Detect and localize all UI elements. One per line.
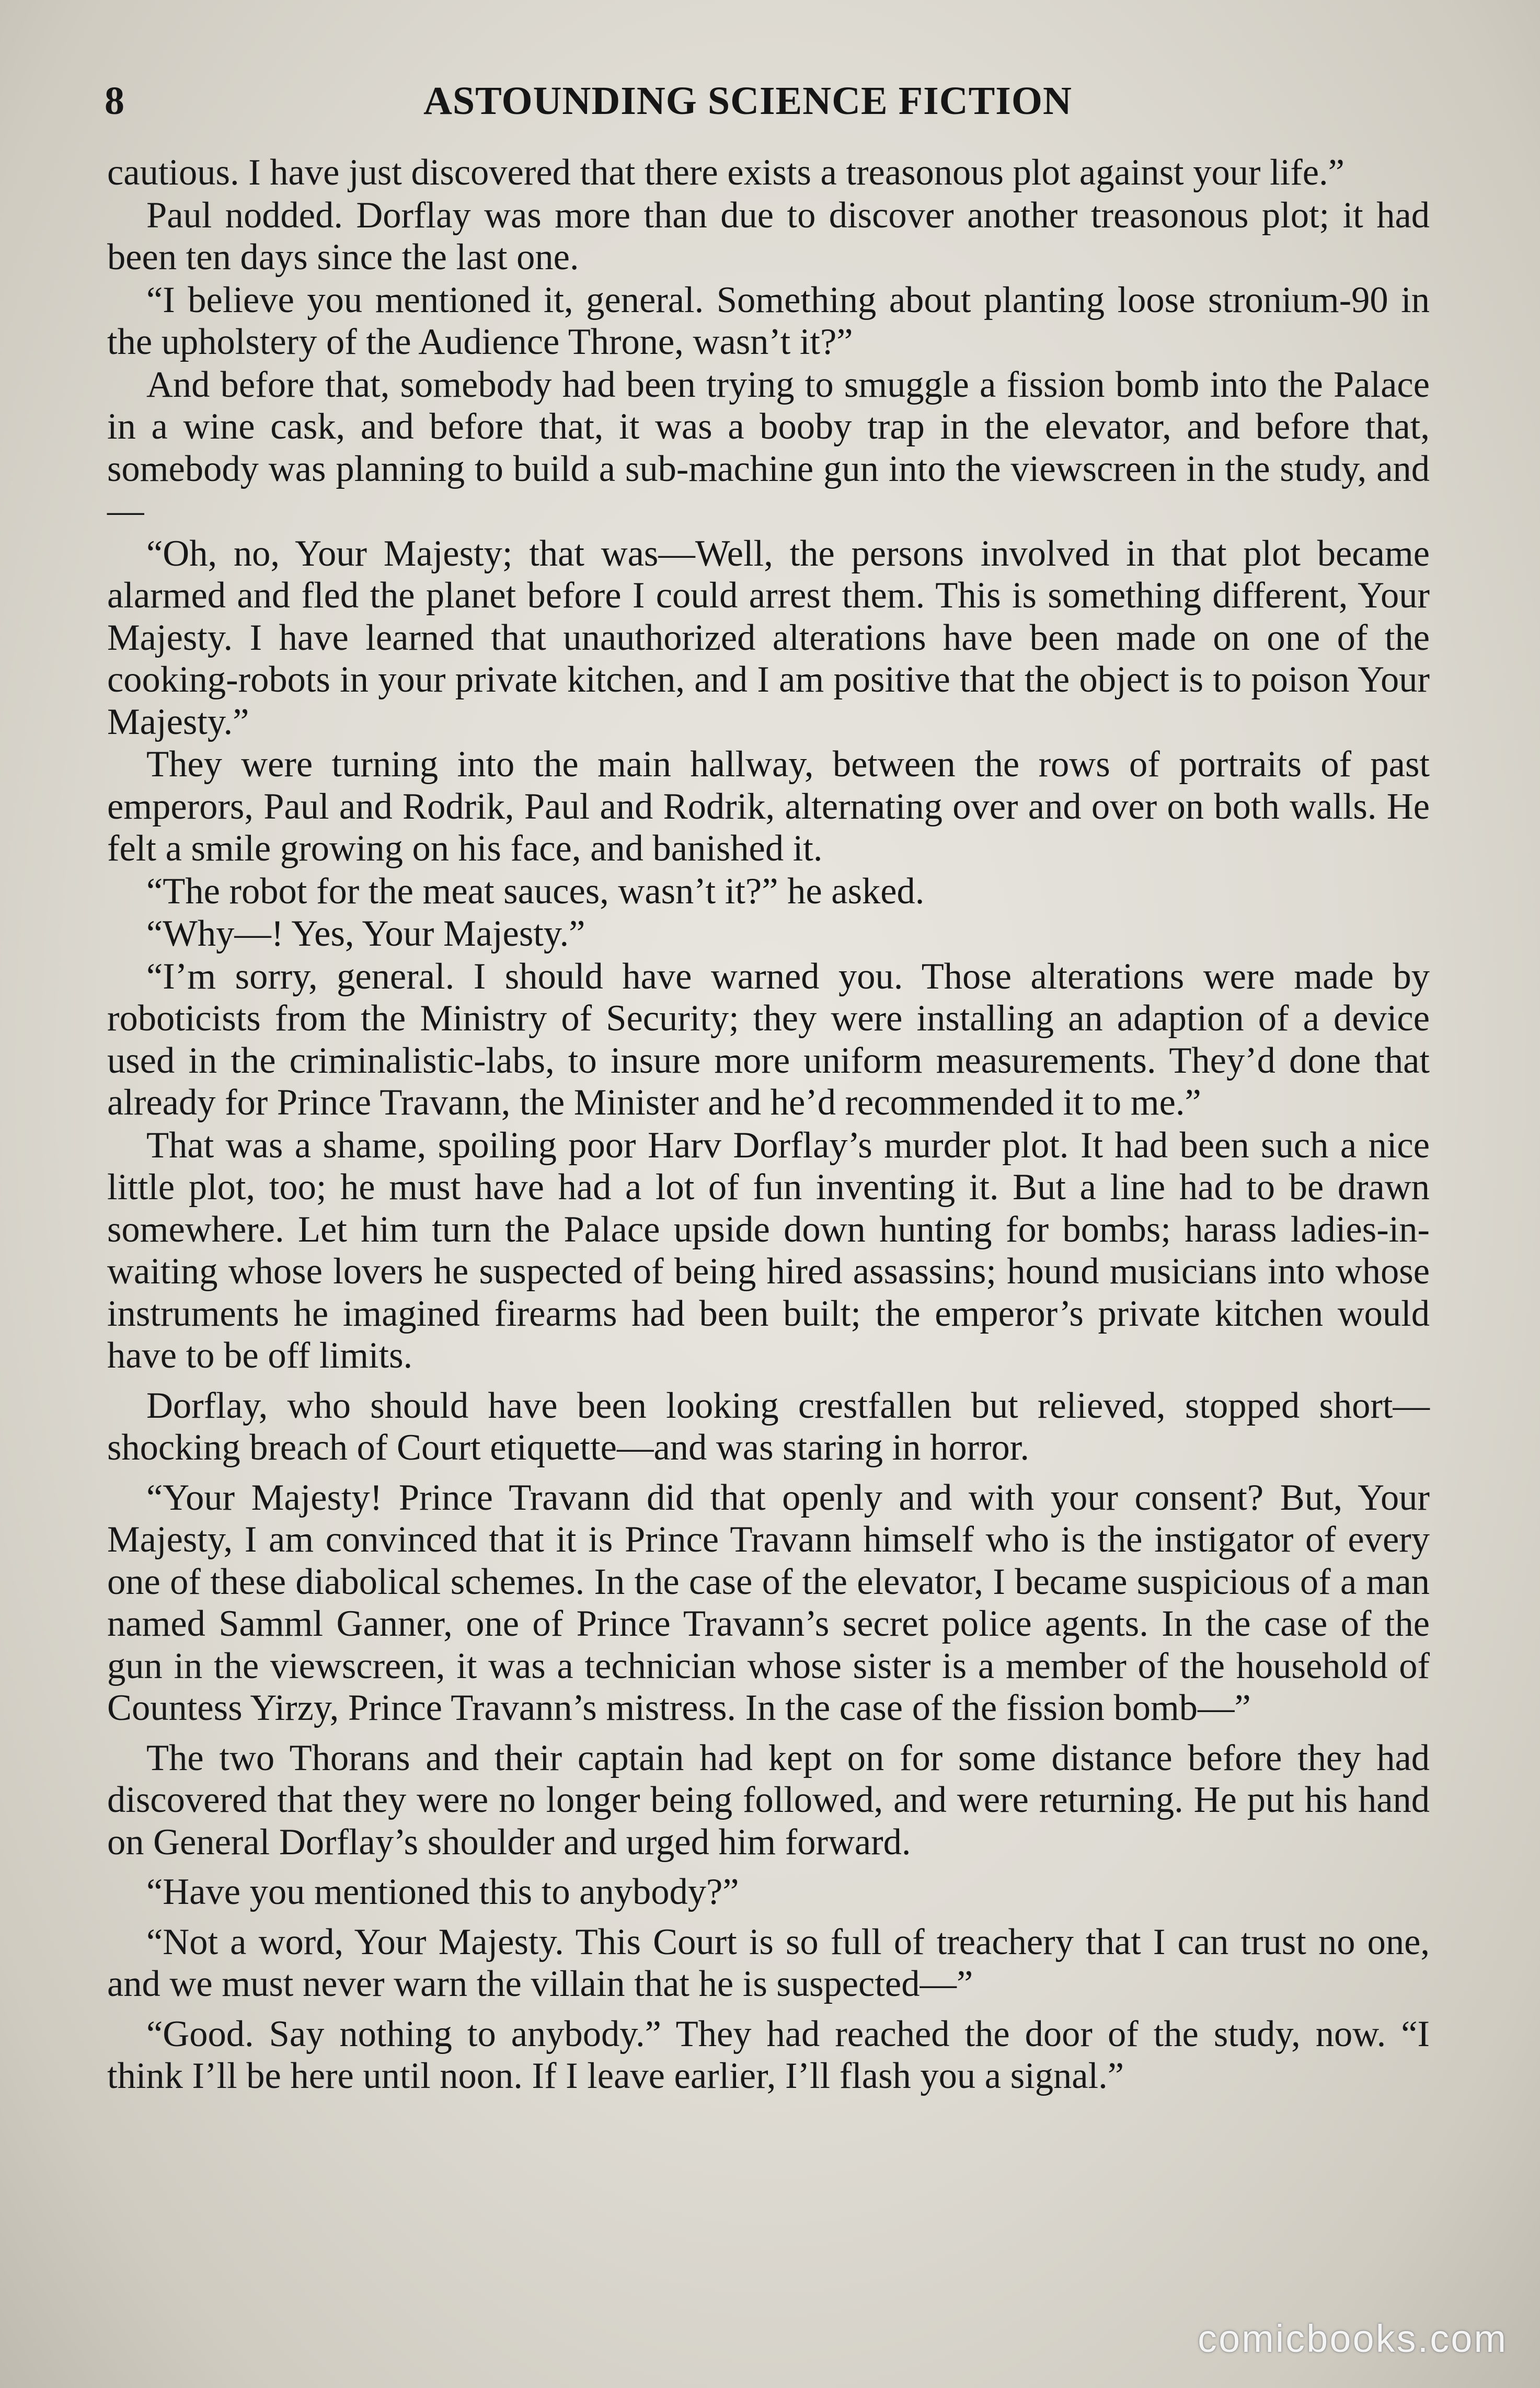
paragraph: And before that, somebody had been trying to smuggle a fission bomb into the Palace in a wine cask, and before that, it was a booby trap in the elevator, and before that, somebody was planning to build a sub-machine gun into the viewscreen in the study, and— (107, 364, 1430, 531)
paragraph: “Your Majesty! Prince Travann did that openly and with your consent? But, Your Majesty, I am convinced that it is Prince Travann himself who is the instigator of every one of these diabolical schemes. In the case of the elevator, I became suspicious of a man named Samml Ganner, one of Prince Travann’s secret police agents. In the case of the gun in the viewscreen, it was a technician whose sister is a member of the household of Countess Yirzy, Prince Travann’s mistress. In the case of the fission bomb—” (107, 1477, 1430, 1728)
watermark: comicbooks.com (1197, 2317, 1508, 2360)
paragraph: “Why—! Yes, Your Majesty.” (146, 913, 585, 954)
paragraph: The two Thorans and their captain had kept on for some distance before they had discovered that they were no longer being followed, and were returning. He put his hand on General Dorflay’s shoulder and urged him forward. (107, 1737, 1430, 1863)
story-text (107, 152, 1430, 2098)
paragraph: Paul nodded. Dorflay was more than due to discover another treasonous plot; it had been ten days since the last one. (107, 194, 1430, 278)
paragraph: “The robot for the meat sauces, wasn’t it?” he asked. (146, 870, 925, 912)
paragraph: “Have you mentioned this to anybody?” (146, 1872, 739, 1912)
paragraph: “Oh, no, Your Majesty; that was—Well, the persons involved in that plot became alarmed and fled the planet before I could arrest them. This is something different, Your Majesty. I have learned that unauthorized alterations have been made on one of the cooking-robots in your private kitchen, and I am positive that the object is to poison Your Majesty.” (107, 533, 1430, 742)
paragraph: “Not a word, Your Majesty. This Court is so full of treachery that I can trust no one, and we must never warn the villain that he is suspected—” (107, 1921, 1430, 2004)
paragraph: That was a shame, spoiling poor Harv Dorflay’s murder plot. It had been such a nice little plot, too; he must have had a lot of fun inventing it. But a line had to be drawn somewhere. Let him turn the Palace upside down hunting for bombs; harass ladies-in-waiting whose lovers he suspected of being hired assassins; hound musicians into whose instruments he imagined firearms had been built; the emperor’s private kitchen would have to be off limits. (107, 1124, 1430, 1376)
paragraph: “Good. Say nothing to anybody.” They had reached the door of the study, now. “I think I’ll be here until noon. If I leave earlier, I’ll flash you a signal.” (107, 2013, 1430, 2096)
page-header (105, 78, 1432, 131)
page-number: 8 (105, 79, 124, 123)
paragraph: They were turning into the main hallway, between the rows of portraits of past emperors, Paul and Rodrik, Paul and Rodrik, alternating over and over on both walls. He felt a smile growing on his face, and banished it. (107, 744, 1430, 869)
paragraph: cautious. I have just discovered that there exists a treasonous plot against your life.” (107, 152, 1344, 193)
paragraph: Dorflay, who should have been looking crestfallen but relieved, stopped short—shocking breach of Court etiquette—and was staring in horror. (107, 1385, 1430, 1468)
paragraph: “I believe you mentioned it, general. Something about planting loose stronium-90 in the upholstery of the Audience Throne, wasn’t it?” (107, 279, 1430, 362)
running-title: ASTOUNDING SCIENCE FICTION (423, 79, 1072, 123)
paragraph: “I’m sorry, general. I should have warned you. Those alterations were made by roboticists from the Ministry of Security; they were installing an adaption of a device used in the criminalistic-labs, to insure more uniform measurements. They’d done that already for Prince Travann, the Minister and he’d recommended it to me.” (107, 956, 1430, 1123)
